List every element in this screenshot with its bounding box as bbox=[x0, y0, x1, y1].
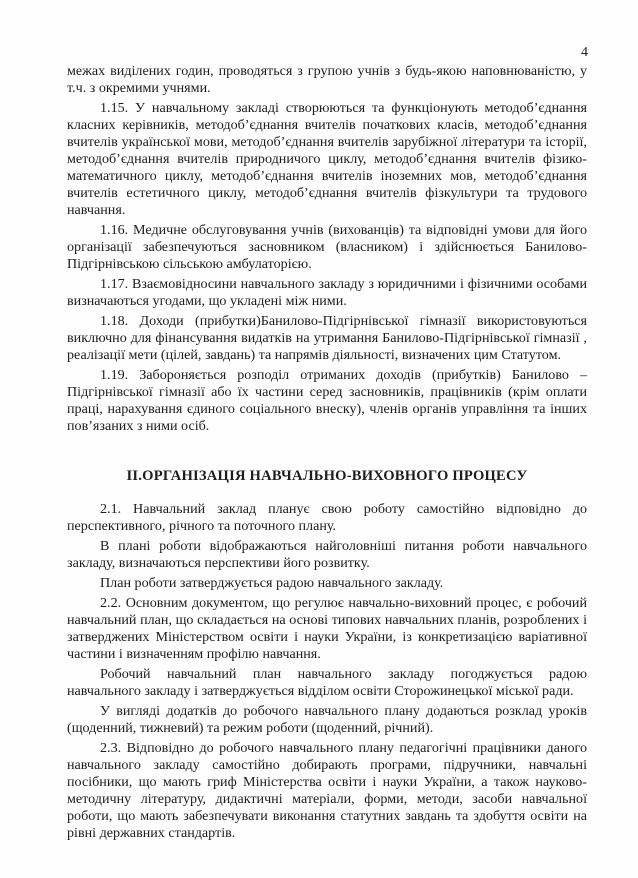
section-heading: II.ОРГАНІЗАЦІЯ НАВЧАЛЬНО-ВИХОВНОГО ПРОЦЕСУ bbox=[126, 468, 528, 484]
paragraph-2-1: 2.1. Навчальний заклад планує свою роботу самостійно відповідно до перспективного, річного та поточного плану. bbox=[67, 501, 587, 534]
paragraph-appendices: У вигляді додатків до робочого навчального плану додаються розклад уроків (щоденний, тижневий) та режим роботи (щоденний, річний). bbox=[67, 703, 587, 736]
paragraph-2-3: 2.3. Відповідно до робочого навчального плану педагогічні працівники даного навчального закладу самостійно добирають програми, підручники, навчальні посібники, що мають гриф Міністерства освіти і науки України, а також науково-методичну літературу, дидактичні матеріали, форми, методи, засоби навчальної роботи, що мають забезпечувати виконання статутних завдань та здобуття освіти на рівні державних стандартів. bbox=[67, 740, 587, 841]
page-content bbox=[67, 63, 587, 842]
paragraph-continuation: межах виділених годин, проводяться з групою учнів з будь-якою наповнюваністю, у т.ч. з окремими учнями. bbox=[67, 63, 587, 96]
paragraph-1-16: 1.16. Медичне обслуговування учнів (вихованців) та відповідні умови для його організації забезпечуються засновником (власником) і здійснюється Банилово-Підгірнівською сільською амбулаторією. bbox=[67, 222, 587, 272]
paragraph-2-2: 2.2. Основним документом, що регулює навчально-виховний процес, є робочий навчальний план, що складається на основі типових навчальних планів, розроблених і затверджених Міністерством освіти і науки України, із конкретизацією варіативної частини і визначенням профілю навчання. bbox=[67, 595, 587, 662]
paragraph-1-18: 1.18. Доходи (прибутки)Банилово-Підгірнівської гімназії використовуються виключно для фінансування видатків на утримання Банилово-Підгірнівської гімназії , реалізації мети (цілей, завдань) та напрямів діяльності, визначених цим Статутом. bbox=[67, 313, 587, 363]
paragraph-working-plan: Робочий навчальний план навчального закладу погоджується радою навчального закладу і затверджується відділом освіти Сторожинецької міської ради. bbox=[67, 666, 587, 699]
paragraph-1-17: 1.17. Взаємовідносини навчального закладу з юридичними і фізичними особами визначаються угодами, що укладені між ними. bbox=[67, 276, 587, 309]
paragraph-plan-content: В плані роботи відображаються найголовніші питання роботи навчального закладу, визначаються перспективи його розвитку. bbox=[67, 538, 587, 571]
paragraph-1-19: 1.19. Забороняється розподіл отриманих доходів (прибутків) Банилово – Підгірнівської гімназії або їх частини серед засновників, працівників (крім оплати праці, нарахування єдиного соціального внеску), членів органів управління та інших пов’язаних з ними осіб. bbox=[67, 367, 587, 434]
paragraph-1-15: 1.15. У навчальному закладі створюються та функціонують методоб’єднання класних керівників, методоб’єднання вчителів початкових класів, методоб’єднання вчителів української мови, методоб’єднання вчителів зарубіжної літератури та історії, методоб’єднання вчителів природничого циклу, методоб’єднання вчителів фізико-математичного циклу, методоб’єднання вчителів іноземних мов, методоб’єднання вчителів естетичного циклу, методоб’єднання вчителів фізкультури та трудового навчання. bbox=[67, 100, 587, 218]
paragraph-plan-approval: План роботи затверджується радою навчального закладу. bbox=[100, 575, 444, 591]
page-number: 4 bbox=[581, 45, 588, 60]
